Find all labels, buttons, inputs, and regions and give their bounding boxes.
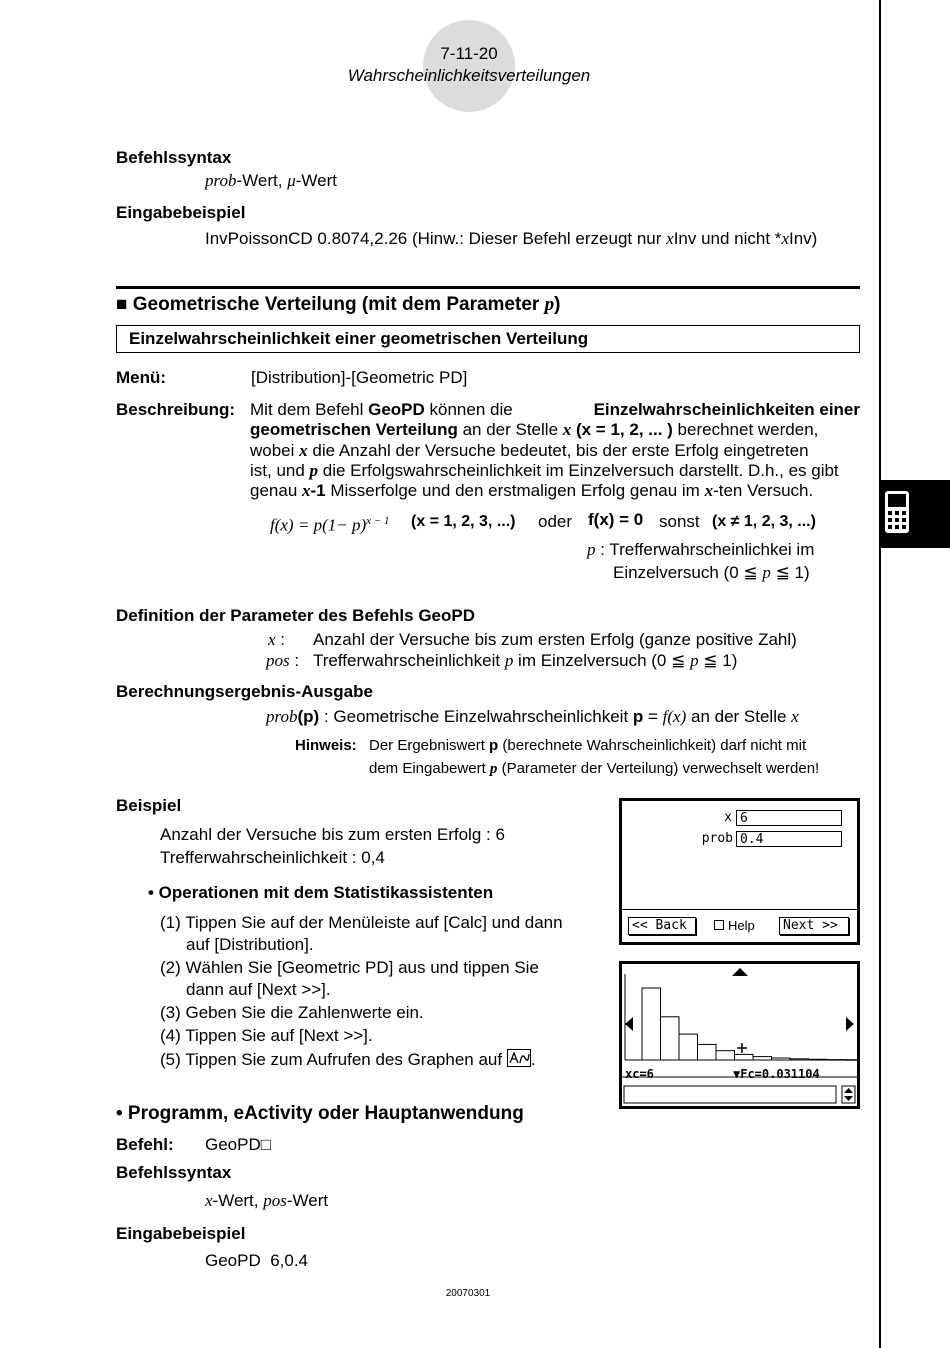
operations-heading: • Operationen mit dem Statistikassistenten bbox=[148, 883, 494, 902]
x-field-label: x bbox=[724, 810, 732, 825]
scroll-right-arrow[interactable] bbox=[846, 1017, 854, 1031]
step-5: (5) Tippen Sie zum Aufrufen des Graphen auf . bbox=[160, 1050, 536, 1069]
example-line: InvPoissonCD 0.8074,2.26 (Hinw.: Dieser Befehl erzeugt nur xInv und nicht *xInv) bbox=[205, 229, 818, 248]
boxed-subtitle bbox=[116, 325, 860, 353]
example-section-heading: Beispiel bbox=[116, 796, 182, 815]
step-2-cont: dann auf [Next >>]. bbox=[186, 980, 331, 999]
note-label: Hinweis: bbox=[295, 737, 357, 754]
histogram-bar bbox=[698, 1044, 717, 1060]
histogram-graph bbox=[622, 964, 857, 1106]
entry-bar[interactable] bbox=[624, 1086, 836, 1103]
description-label: Beschreibung: bbox=[116, 400, 236, 419]
prob-input[interactable]: 0.4 bbox=[736, 831, 842, 847]
graph-button-icon bbox=[507, 1049, 531, 1067]
command-label: Befehl: bbox=[116, 1135, 174, 1154]
histogram-bar bbox=[642, 988, 661, 1060]
x-input[interactable]: 6 bbox=[736, 810, 842, 826]
histogram-bar bbox=[827, 1060, 846, 1061]
chapter-tab bbox=[881, 480, 950, 548]
wizard-input-screen bbox=[619, 798, 860, 945]
param-pos-desc: Trefferwahrscheinlichkeit p im Einzelversuch (0 ≦ p ≦ 1) bbox=[313, 651, 738, 670]
program-heading: • Programm, eActivity oder Hauptanwendung bbox=[116, 1103, 524, 1124]
button-bar-divider bbox=[622, 909, 857, 910]
step-4: (4) Tippen Sie auf [Next >>]. bbox=[160, 1026, 373, 1045]
program-syntax-heading: Befehlssyntax bbox=[116, 1163, 232, 1182]
note-line-1: Der Ergebniswert p (berechnete Wahrscheinlichkeit) darf nicht mit bbox=[369, 737, 807, 754]
step-3: (3) Geben Sie die Zahlenwerte ein. bbox=[160, 1003, 424, 1022]
help-checkbox[interactable] bbox=[714, 920, 724, 930]
example-line-2: Trefferwahrscheinlichkeit : 0,4 bbox=[160, 848, 385, 867]
formula-sonst: sonst bbox=[659, 512, 700, 531]
histogram-bar bbox=[753, 1057, 772, 1060]
trace-cursor bbox=[737, 1043, 747, 1053]
formula-oder: oder bbox=[538, 512, 573, 531]
description-line-3: wobei x die Anzahl der Versuche bedeutet, bis der erste Erfolg eingetreten bbox=[250, 441, 809, 460]
param-x-var: x : bbox=[268, 630, 285, 649]
description-line-4: ist, und p die Erfolgswahrscheinlichkeit im Einzelversuch darstellt. D.h., es gibt bbox=[250, 461, 839, 480]
histogram-bars bbox=[642, 988, 857, 1060]
example-heading: Eingabebeispiel bbox=[116, 203, 246, 222]
histogram-bar bbox=[679, 1034, 698, 1060]
formula-zero: f(x) = 0 bbox=[588, 510, 644, 529]
program-syntax-line: x-Wert, pos-Wert bbox=[205, 1191, 329, 1210]
histogram-bar bbox=[735, 1054, 754, 1060]
xc-readout: xc=6 bbox=[625, 1067, 654, 1081]
page-number: 7-11-20 bbox=[440, 44, 498, 63]
graph-screen bbox=[619, 961, 860, 1109]
formula-condition-2: (x ≠ 1, 2, 3, ...) bbox=[712, 513, 816, 530]
syntax-line: prob-Wert, μ-Wert bbox=[205, 171, 337, 190]
fc-readout: ▼Fc=0.031104 bbox=[733, 1067, 820, 1081]
example-line-1: Anzahl der Versuche bis zum ersten Erfolg : 6 bbox=[160, 825, 505, 844]
scroll-up-arrow[interactable] bbox=[732, 968, 748, 976]
syntax-heading: Befehlssyntax bbox=[116, 148, 232, 167]
histogram-bar bbox=[809, 1059, 828, 1060]
next-button[interactable]: Next >> bbox=[779, 917, 849, 935]
description-line-2: geometrischen Verteilung an der Stelle x (x = 1, 2, ... ) berechnet werden, bbox=[250, 420, 819, 439]
output-line: prob(p) : Geometrische Einzelwahrscheinlichkeit p = f(x) an der Stelle x bbox=[266, 707, 799, 726]
formula-left: $f(x) = p(1- p)^{x - 1}$ bbox=[270, 515, 390, 535]
histogram-bar bbox=[716, 1051, 735, 1060]
section-rule bbox=[116, 286, 860, 289]
step-1: (1) Tippen Sie auf der Menüleiste auf [Calc] und dann bbox=[160, 913, 563, 932]
section-title: ■ Geometrische Verteilung (mit dem Parameter p) bbox=[116, 294, 561, 315]
p-note-line-1: p : Trefferwahrscheinlichkei im bbox=[587, 540, 815, 559]
scroll-left-arrow[interactable] bbox=[625, 1017, 633, 1031]
help-label: Help bbox=[728, 918, 755, 933]
step-2: (2) Wählen Sie [Geometric PD] aus und tippen Sie bbox=[160, 958, 539, 977]
note-line-2: dem Eingabewert p (Parameter der Verteilung) verwechselt werden! bbox=[369, 760, 820, 777]
histogram-bar bbox=[790, 1059, 809, 1060]
step-1-cont: auf [Distribution]. bbox=[186, 935, 314, 954]
footer-code: 20070301 bbox=[445, 1288, 491, 1299]
subtitle-text: Einzelwahrscheinlichkeit einer geometrischen Verteilung bbox=[129, 329, 589, 348]
description-line-5: genau x-1 Misserfolge und den erstmaligen Erfolg genau im x-ten Versuch. bbox=[250, 481, 814, 500]
menu-label: Menü: bbox=[116, 368, 167, 387]
p-note-line-2: Einzelversuch (0 ≦ p ≦ 1) bbox=[613, 563, 810, 582]
histogram-bar bbox=[661, 1017, 680, 1060]
params-heading: Definition der Parameter des Befehls GeoPD bbox=[116, 606, 475, 625]
formula-condition-1: (x = 1, 2, 3, ...) bbox=[411, 513, 516, 530]
program-example-heading: Eingabebeispiel bbox=[116, 1224, 246, 1243]
calculator-icon bbox=[881, 480, 950, 548]
histogram-bar bbox=[772, 1058, 791, 1060]
command-value: GeoPD□ bbox=[205, 1135, 272, 1154]
description-line-1: Mit dem Befehl GeoPD können die Einzelwahrscheinlichkeiten einer bbox=[250, 400, 860, 419]
back-button[interactable]: << Back bbox=[628, 917, 696, 935]
chapter-title: Wahrscheinlichkeitsverteilungen bbox=[347, 66, 591, 85]
output-heading: Berechnungsergebnis-Ausgabe bbox=[116, 682, 373, 701]
right-margin-rule bbox=[879, 0, 881, 1348]
histogram-bar bbox=[846, 1060, 858, 1061]
program-example-value: GeoPD 6,0.4 bbox=[205, 1251, 309, 1270]
prob-field-label: prob bbox=[701, 831, 733, 846]
param-pos-var: pos : bbox=[266, 651, 300, 670]
param-x-desc: Anzahl der Versuche bis zum ersten Erfolg (ganze positive Zahl) bbox=[313, 630, 797, 649]
menu-value: [Distribution]-[Geometric PD] bbox=[251, 368, 468, 387]
